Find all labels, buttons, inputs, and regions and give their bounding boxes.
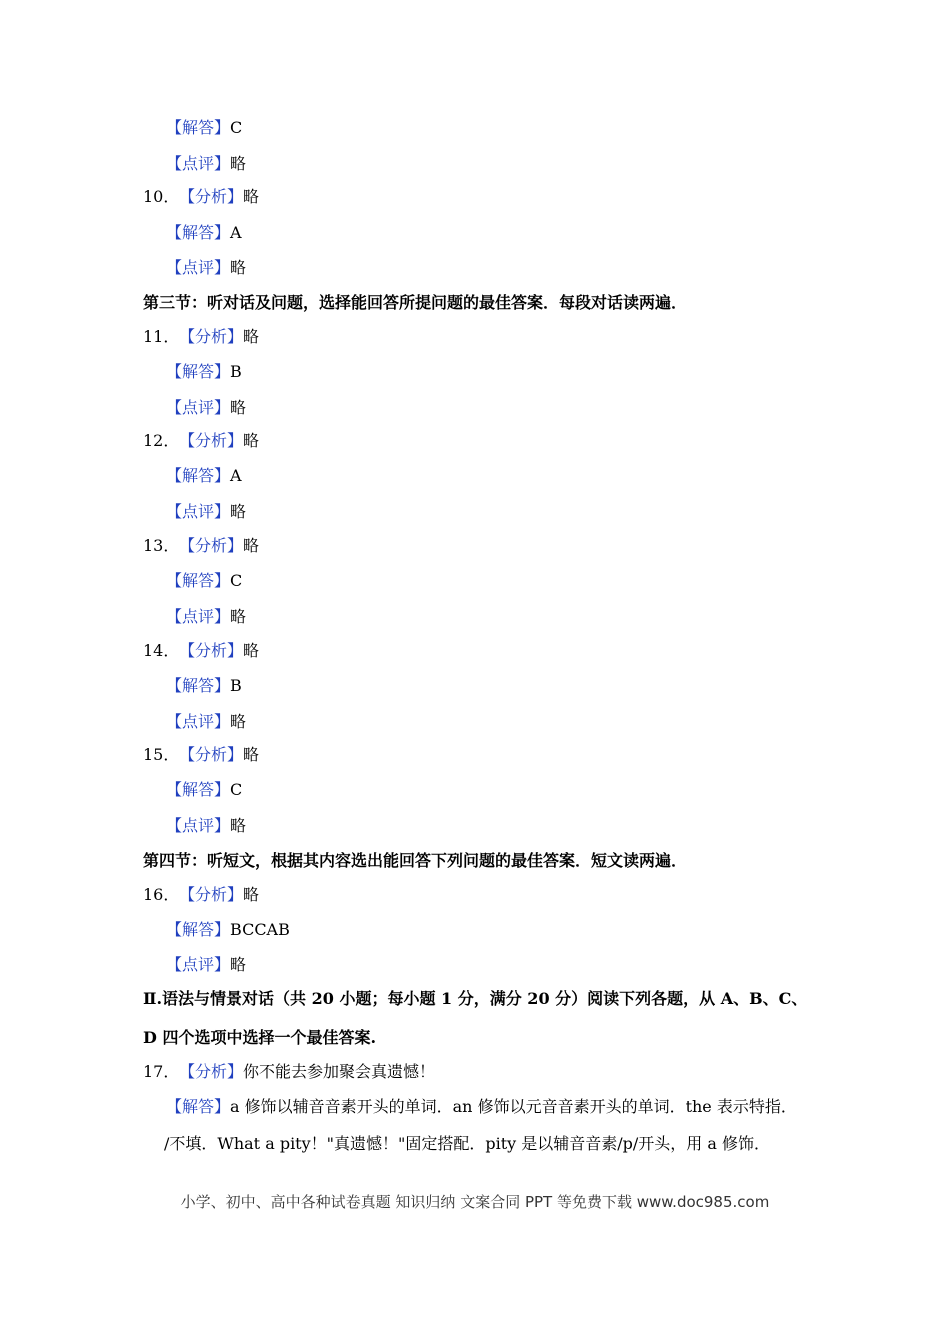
question-12-comment	[166, 502, 246, 522]
section-4-heading: 第四节：听短文，根据其内容选出能回答下列问题的最佳答案．短文读两遍．	[143, 851, 688, 870]
answer-label: 【解答】	[166, 676, 231, 695]
comment-label: 【点评】	[166, 154, 231, 173]
comment-value: 略	[230, 607, 247, 626]
answer-value: C	[230, 118, 243, 137]
analysis-value: 略	[243, 885, 260, 904]
answer-label: 【解答】	[166, 223, 231, 242]
analysis-label: 【分析】	[179, 187, 244, 206]
analysis-value: 略	[243, 431, 260, 450]
question-number: 17．	[143, 1062, 180, 1081]
analysis-label: 【分析】	[179, 885, 244, 904]
comment-label: 【点评】	[166, 712, 231, 731]
question-12-answer	[166, 466, 242, 486]
question-number: 15．	[143, 745, 180, 764]
analysis-value: 略	[243, 327, 260, 346]
answer-value: B	[230, 362, 242, 381]
answer-value: B	[230, 676, 242, 695]
answer-value: BCCAB	[230, 920, 290, 939]
question-16-comment	[166, 955, 246, 975]
comment-label: 【点评】	[166, 398, 231, 417]
answer-value: C	[230, 571, 243, 590]
question-number: 10．	[143, 187, 180, 206]
question-number: 13．	[143, 536, 180, 555]
analysis-value: 略	[243, 187, 260, 206]
comment-label: 【点评】	[166, 955, 231, 974]
comment-value: 略	[230, 154, 247, 173]
comment-value: 略	[230, 398, 247, 417]
comment-value: 略	[230, 955, 247, 974]
comment-label: 【点评】	[166, 816, 231, 835]
answer-line	[166, 118, 242, 138]
comment-label: 【点评】	[166, 502, 231, 521]
answer-label: 【解答】	[166, 362, 231, 381]
question-15-answer	[166, 780, 242, 800]
question-16-answer	[166, 920, 290, 940]
analysis-value: 略	[243, 641, 260, 660]
question-15-analysis	[143, 745, 259, 765]
analysis-value: 你不能去参加聚会真遗憾！	[243, 1062, 436, 1081]
question-15-comment	[166, 816, 246, 836]
question-number: 11．	[143, 327, 180, 346]
answer-label: 【解答】	[166, 780, 231, 799]
analysis-label: 【分析】	[179, 745, 244, 764]
question-13-analysis	[143, 536, 259, 556]
question-11-analysis	[143, 327, 259, 347]
comment-value: 略	[230, 502, 247, 521]
part-2-heading-line-1: Ⅱ.语法与情景对话（共 20 小题；每小题 1 分，满分 20 分）阅读下列各题，从 A、B、C、	[143, 989, 808, 1008]
question-16-analysis	[143, 885, 259, 905]
question-10-comment	[166, 258, 246, 278]
comment-value: 略	[230, 258, 247, 277]
question-10-answer	[166, 223, 242, 243]
comment-label: 【点评】	[166, 607, 231, 626]
question-14-analysis	[143, 641, 259, 661]
answer-text-line-1: a 修饰以辅音音素开头的单词．an 修饰以元音音素开头的单词．the 表示特指．	[230, 1097, 797, 1116]
analysis-value: 略	[243, 536, 260, 555]
question-10-analysis	[143, 187, 259, 207]
answer-label: 【解答】	[166, 920, 231, 939]
analysis-label: 【分析】	[179, 536, 244, 555]
section-3-heading: 第三节：听对话及问题，选择能回答所提问题的最佳答案．每段对话读两遍．	[143, 293, 688, 312]
question-12-analysis	[143, 431, 259, 451]
analysis-label: 【分析】	[179, 431, 244, 450]
question-11-comment	[166, 398, 246, 418]
comment-value: 略	[230, 712, 247, 731]
comment-label: 【点评】	[166, 258, 231, 277]
answer-value: A	[230, 466, 242, 485]
answer-value: C	[230, 780, 243, 799]
question-14-comment	[166, 712, 246, 732]
question-13-comment	[166, 607, 246, 627]
analysis-label: 【分析】	[179, 1062, 244, 1081]
question-17-analysis	[143, 1062, 435, 1082]
question-17-answer-line-2: /不填．What a pity！"真遗憾！"固定搭配．pity 是以辅音音素/p/开头，用 a 修饰．	[164, 1134, 771, 1153]
comment-value: 略	[230, 816, 247, 835]
page-footer: 小学、初中、高中各种试卷真题 知识归纳 文案合同 PPT 等免费下载 www.doc985.com	[180, 1193, 770, 1211]
analysis-label: 【分析】	[179, 327, 244, 346]
question-13-answer	[166, 571, 242, 591]
analysis-value: 略	[243, 745, 260, 764]
answer-label: 【解答】	[166, 571, 231, 590]
answer-value: A	[230, 223, 242, 242]
comment-line	[166, 154, 246, 174]
analysis-label: 【分析】	[179, 641, 244, 660]
question-14-answer	[166, 676, 242, 696]
question-17-answer	[166, 1097, 797, 1117]
question-number: 14．	[143, 641, 180, 660]
answer-label: 【解答】	[166, 118, 231, 137]
question-number: 16．	[143, 885, 180, 904]
question-11-answer	[166, 362, 242, 382]
part-2-heading-line-2: D 四个选项中选择一个最佳答案.	[143, 1028, 377, 1047]
answer-label: 【解答】	[166, 466, 231, 485]
question-number: 12．	[143, 431, 180, 450]
answer-label: 【解答】	[166, 1097, 231, 1116]
